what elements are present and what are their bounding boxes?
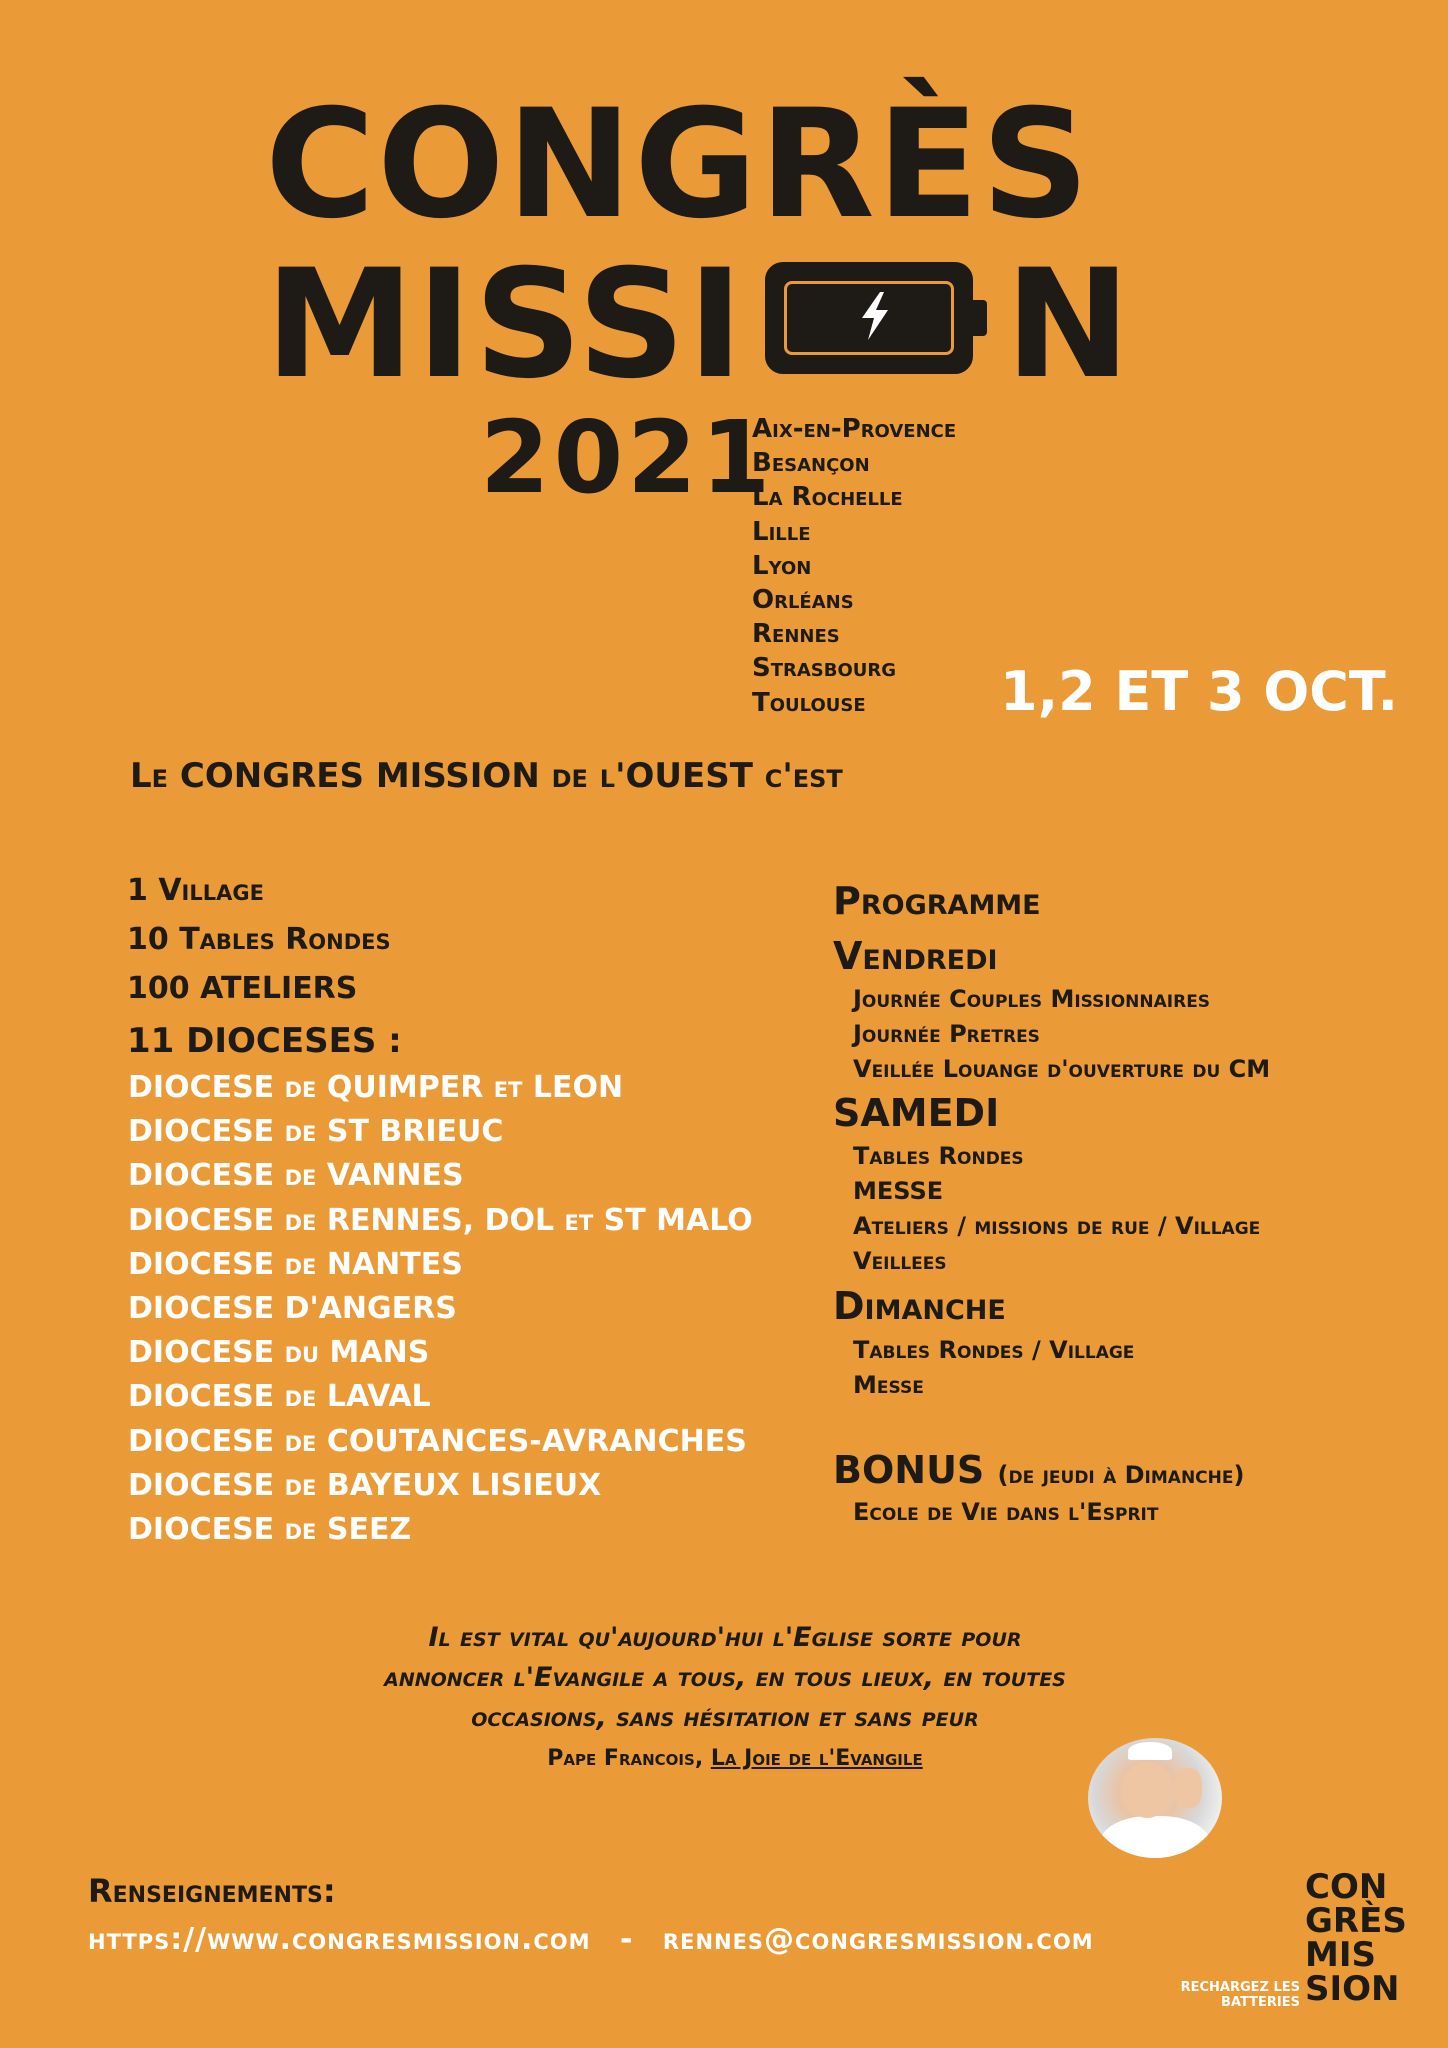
city: Rennes [752, 619, 840, 650]
bonus-item: Ecole de Vie dans l'Esprit [853, 1498, 1159, 1526]
day-heading: Vendredi [833, 934, 998, 978]
logo-line-mission: MISSI [265, 238, 746, 412]
day-heading: SAMEDI [833, 1091, 1000, 1135]
diocese-item: DIOCESE de VANNES [128, 1158, 464, 1194]
link-separator: - [620, 1922, 634, 1957]
programme-item: Ateliers / missions de rue / Village [853, 1212, 1261, 1240]
city: Besançon [752, 448, 870, 479]
programme-item: Journée Couples Missionnaires [853, 985, 1211, 1013]
bonus-heading [833, 1445, 1270, 1495]
quote-source: La Joie de l'Evangile [710, 1746, 923, 1771]
info-heading: Renseignements: [88, 1872, 336, 1910]
battery-tip-icon [973, 300, 987, 336]
bonus-period: (de jeudi à Dimanche) [997, 1461, 1245, 1489]
city: Lille [752, 516, 811, 547]
email-link[interactable]: rennes@congresmission.com [662, 1922, 1094, 1957]
quote [170, 1618, 1280, 1738]
stat-item: 11 DIOCESES : [127, 1021, 402, 1061]
programme-item: Veillees [853, 1247, 947, 1275]
programme-item: Tables Rondes [853, 1142, 1024, 1170]
diocese-item: DIOCESE de BAYEUX LISIEUX [128, 1467, 602, 1503]
programme-item: Veillée Louange d'ouverture du CM [853, 1055, 1271, 1083]
bonus-label: BONUS [833, 1448, 985, 1492]
city: Toulouse [752, 687, 866, 718]
stat-item: 10 Tables Rondes [127, 922, 391, 957]
city: La Rochelle [752, 482, 903, 513]
diocese-list [128, 1066, 753, 1552]
programme [833, 872, 1270, 1530]
pope-photo [1088, 1738, 1222, 1858]
logo-line-congres: CONGRÈS [265, 78, 1092, 252]
tagline: RECHARGEZ LES BATTERIES [1180, 1980, 1300, 2010]
diocese-item: DIOCESE de COUTANCES-AVRANCHES [128, 1423, 747, 1459]
year: 2021 [480, 399, 775, 516]
diocese-item: DIOCESE D'ANGERS [128, 1290, 457, 1326]
programme-item: MESSE [853, 1177, 944, 1205]
programme-title: Programme [833, 879, 1041, 923]
city: Aix-en-Provence [752, 414, 957, 444]
diocese-item: DIOCESE de LAVAL [128, 1379, 431, 1415]
quote-line: annoncer l'Evangile a tous, en tous lieux, en toutes [384, 1662, 1066, 1693]
diocese-item: DIOCESE du MANS [128, 1335, 430, 1371]
diocese-item: DIOCESE de RENNES, DOL et ST MALO [128, 1202, 753, 1238]
quote-line: Il est vital qu'aujourd'hui l'Eglise sorte pour [428, 1622, 1022, 1653]
city: Strasbourg [752, 653, 897, 684]
city-list [752, 412, 956, 720]
event-dates: 1,2 ET 3 OCT. [1000, 660, 1399, 723]
contact-links [88, 1922, 1094, 1957]
diocese-item: DIOCESE de QUIMPER et LEON [128, 1070, 624, 1105]
city: Orléans [752, 585, 854, 616]
stat-item: 100 ATELIERS [127, 971, 358, 1006]
mini-logo-line: CON [1305, 1867, 1388, 1907]
website-link[interactable]: https://www.congresmission.com [88, 1922, 591, 1957]
programme-item: Messe [853, 1371, 924, 1399]
mini-logo [1305, 1867, 1407, 2009]
mini-logo-line: MIS [1305, 1935, 1376, 1975]
city: Lyon [752, 550, 812, 581]
intro-heading: Le CONGRES MISSION de l'OUEST c'est [130, 756, 843, 796]
diocese-item: DIOCESE de NANTES [128, 1246, 463, 1282]
programme-item: Journée Pretres [853, 1020, 1040, 1048]
programme-item: Tables Rondes / Village [853, 1336, 1135, 1364]
day-heading: Dimanche [833, 1284, 1006, 1328]
quote-author: Pape Francois, [547, 1746, 704, 1771]
mini-logo-line: SION [1305, 1969, 1400, 2009]
stat-item: 1 Village [127, 873, 264, 908]
stats-list [127, 866, 402, 1069]
diocese-item: DIOCESE de ST BRIEUC [128, 1114, 504, 1150]
lightning-icon [858, 292, 892, 340]
quote-line: occasions, sans hésitation et sans peur [471, 1702, 979, 1733]
mini-logo-line: GRÈS [1305, 1901, 1407, 1941]
logo-line-mission-end: N [1005, 238, 1133, 412]
diocese-item: DIOCESE de SEEZ [128, 1511, 412, 1547]
